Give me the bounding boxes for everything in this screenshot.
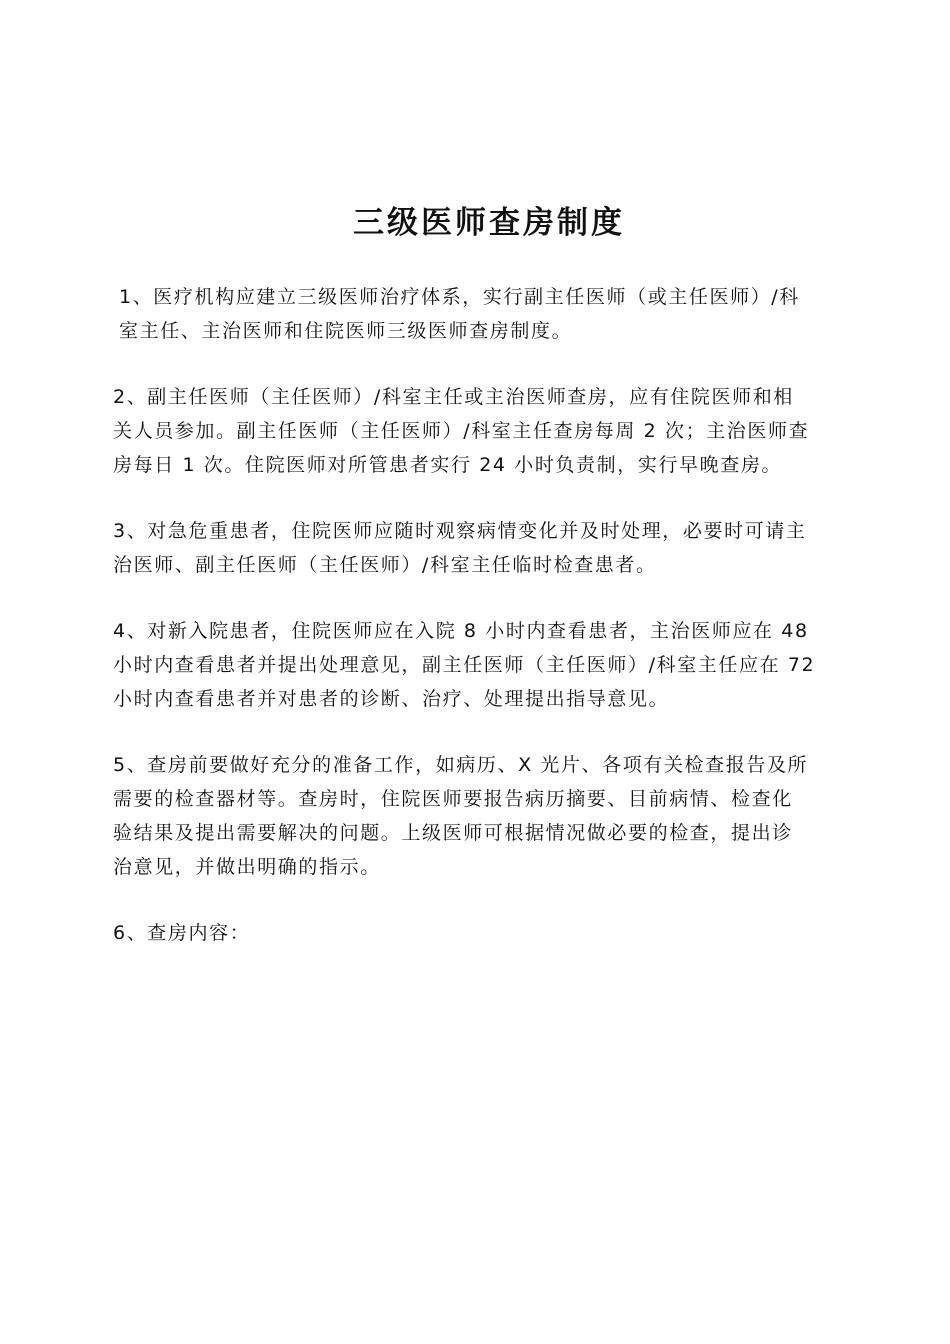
- clause-line: 治医师、副主任医师（主任医师）/科室主任临时检查患者。: [113, 554, 657, 576]
- clause-line: 3、对急危重患者，住院医师应随时观察病情变化并及时处理，必要时可请主: [113, 520, 807, 542]
- document-title: 三级医师查房制度: [353, 205, 625, 241]
- clause-line: 房每日 1 次。住院医师对所管患者实行 24 小时负责制，实行早晚查房。: [113, 454, 783, 476]
- clause-line: 2、副主任医师（主任医师）/科室主任或主治医师查房，应有住院医师和相: [113, 386, 794, 408]
- clause-line: 关人员参加。副主任医师（主任医师）/科室主任查房每周 2 次；主治医师查: [113, 420, 810, 442]
- clause-line: 6、查房内容：: [113, 922, 251, 944]
- clause-line: 4、对新入院患者，住院医师应在入院 8 小时内查看患者，主治医师应在 48: [113, 620, 809, 642]
- clause-list: [113, 280, 873, 950]
- clause-line: 5、查房前要做好充分的准备工作，如病历、X 光片、各项有关检查报告及所: [113, 754, 809, 776]
- clause-line: 小时内查看患者并提出处理意见，副主任医师（主任医师）/科室主任应在 72: [113, 654, 816, 676]
- clause-line: 验结果及提出需要解决的问题。上级医师可根据情况做必要的检查，提出诊: [113, 822, 793, 844]
- clause-6: [113, 916, 873, 950]
- clause-5: [113, 748, 873, 884]
- clause-line: 治意见，并做出明确的指示。: [113, 856, 381, 878]
- clause-line: 小时内查看患者并对患者的诊断、治疗、处理提出指导意见。: [113, 688, 670, 710]
- clause-3: [113, 514, 873, 582]
- clause-line: 室主任、主治医师和住院医师三级医师查房制度。: [119, 320, 573, 342]
- clause-line: 需要的检查器材等。查房时，住院医师要报告病历摘要、目前病情、检查化: [113, 788, 793, 810]
- clause-1: [119, 280, 873, 348]
- clause-4: [113, 614, 873, 716]
- clause-line: 1、医疗机构应建立三级医师治疗体系，实行副主任医师（或主任医师）/科: [119, 286, 800, 308]
- clause-2: [113, 380, 873, 482]
